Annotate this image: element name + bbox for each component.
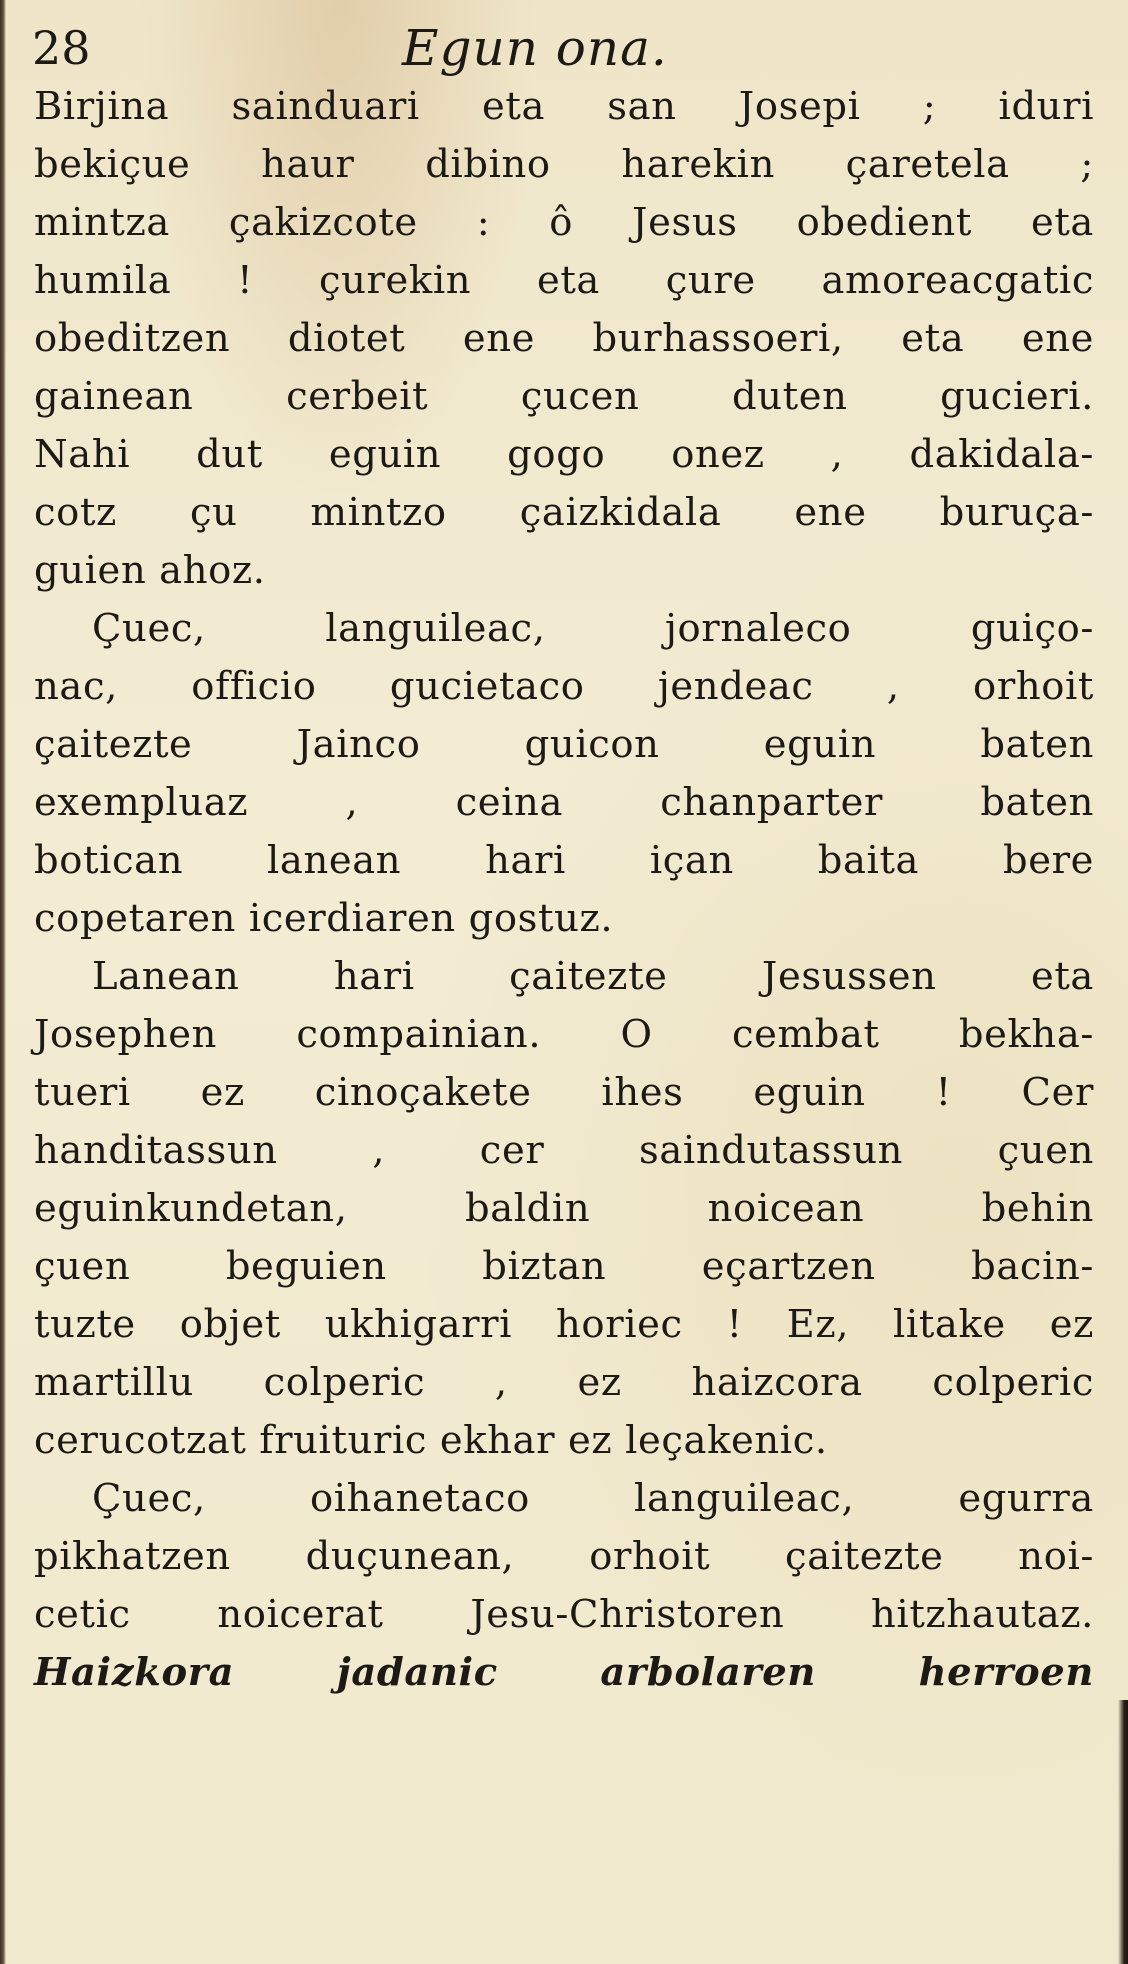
text-line: martillu colperic , ez haizcora colperic: [34, 1360, 1094, 1405]
text-line: gainean cerbeit çucen duten gucieri.: [34, 374, 1094, 419]
text-line: copetaren icerdiaren gostuz.: [34, 896, 614, 941]
text-line: handitassun , cer saindutassun çuen: [34, 1128, 1094, 1173]
page-edge-shadow-left: [0, 0, 6, 1964]
text-line: guien ahoz.: [34, 548, 266, 593]
text-line: cotz çu mintzo çaizkidala ene buruça-: [34, 490, 1094, 535]
text-line: bekiçue haur dibino harekin çaretela ;: [34, 142, 1094, 187]
paragraph-start: Çuec, languileac, jornaleco guiço-: [92, 606, 1094, 651]
text-line: botican lanean hari içan baita bere: [34, 838, 1094, 883]
text-line: cetic noicerat Jesu-Christoren hitzhautaz.: [34, 1592, 1094, 1637]
paragraph-start: Çuec, oihanetaco languileac, egurra: [92, 1476, 1094, 1521]
text-line: tuzte objet ukhigarri horiec ! Ez, litake ez: [34, 1302, 1094, 1347]
text-line: pikhatzen duçunean, orhoit çaitezte noi-: [34, 1534, 1094, 1579]
page-header: [32, 20, 1092, 76]
text-line: mintza çakizcote : ô Jesus obedient eta: [34, 200, 1094, 245]
text-line: cerucotzat fruituric ekhar ez leçakenic.: [34, 1418, 828, 1463]
body-text: [34, 78, 1094, 1702]
text-line: çuen beguien biztan eçartzen bacin-: [34, 1244, 1094, 1289]
text-line: exempluaz , ceina chanparter baten: [34, 780, 1094, 825]
text-line: Josephen compainian. O cembat bekha-: [34, 1012, 1094, 1057]
text-line: eguinkundetan, baldin noicean behin: [34, 1186, 1094, 1231]
text-line: Birjina sainduari eta san Josepi ; iduri: [34, 84, 1094, 129]
text-line: obeditzen diotet ene burhassoeri, eta ene: [34, 316, 1094, 361]
page-edge-shadow-right: [1118, 1700, 1128, 1964]
paragraph-start: Lanean hari çaitezte Jesussen eta: [92, 954, 1094, 999]
text-line: humila ! çurekin eta çure amoreacgatic: [34, 258, 1094, 303]
text-line: çaitezte Jainco guicon eguin baten: [34, 722, 1094, 767]
text-line: tueri ez cinoçakete ihes eguin ! Cer: [34, 1070, 1094, 1115]
italic-text-line: Haizkora jadanic arbolaren herroen: [34, 1650, 1094, 1695]
page-number: 28: [32, 21, 91, 75]
text-line: nac, officio gucietaco jendeac , orhoit: [34, 664, 1094, 709]
text-line: Nahi dut eguin gogo onez , dakidala-: [34, 432, 1094, 477]
running-head: Egun ona.: [402, 19, 668, 77]
